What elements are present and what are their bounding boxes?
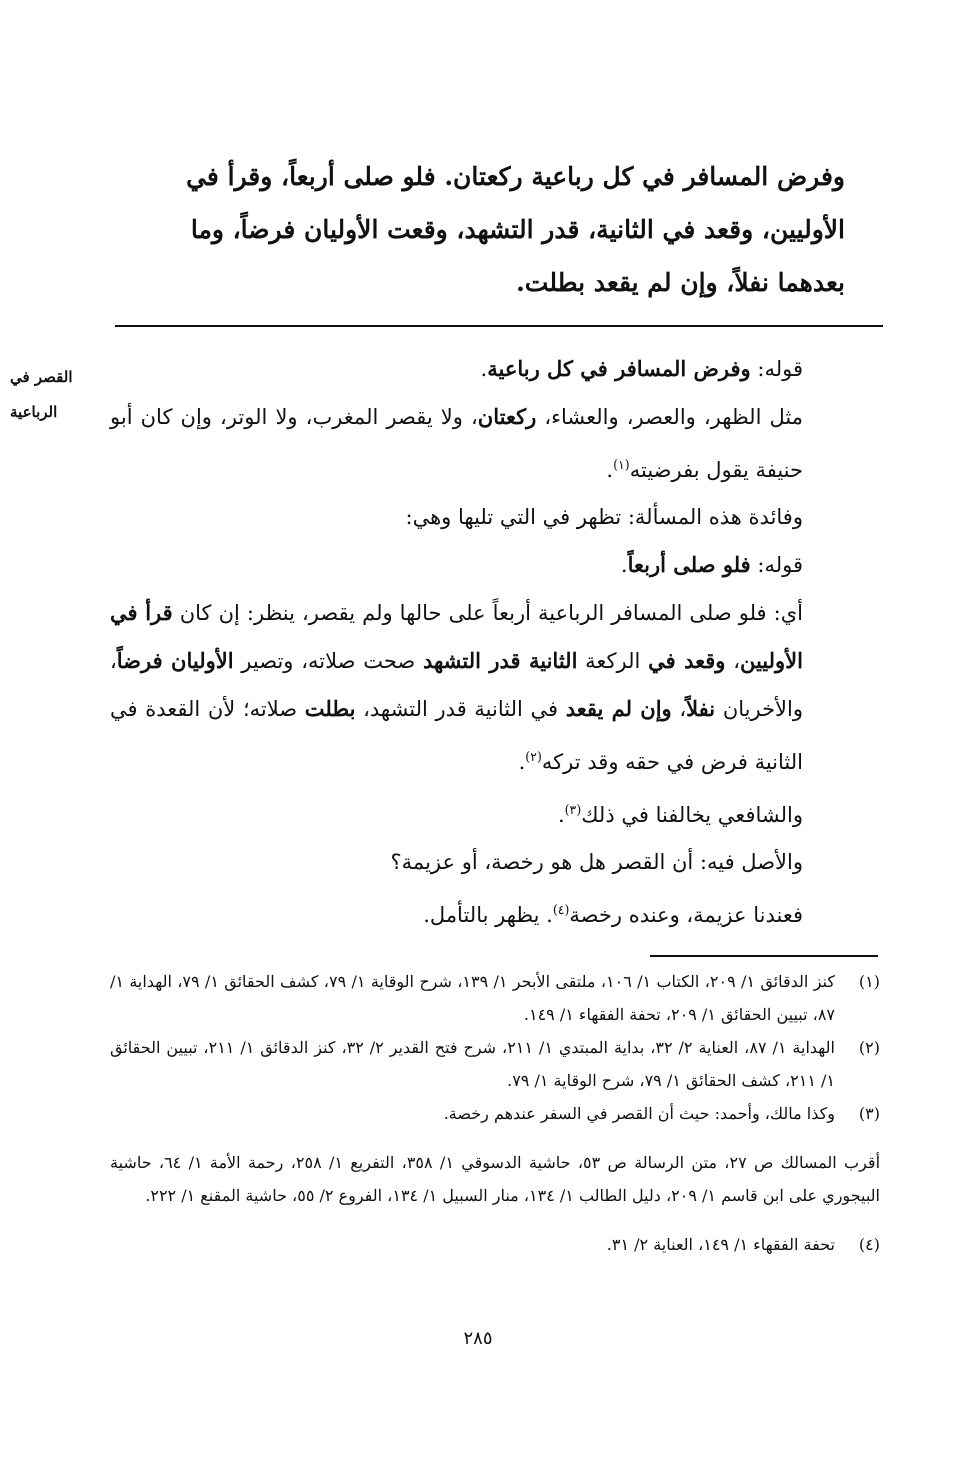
footnote-text: وكذا مالك، وأحمد: حيث أن القصر في السفر عندهم رخصة. <box>443 1104 835 1123</box>
footnotes <box>110 965 880 1261</box>
footnote <box>110 1097 880 1130</box>
footnote <box>110 1031 880 1097</box>
footnote-number: (٢) <box>858 1038 880 1057</box>
margin-heading-line: القصر في <box>10 368 73 386</box>
footnote-number: (٣) <box>858 1104 880 1123</box>
footnote-divider <box>650 955 878 957</box>
footnote-ref: (٢) <box>525 749 542 764</box>
footnote-ref: (١) <box>613 457 630 472</box>
footnote <box>110 965 880 1031</box>
commentary-paragraph <box>110 393 845 494</box>
text: أي: فلو صلى المسافر الرباعية أربعاً على حالها ولم يقصر، ينظر: إن كان <box>172 601 803 625</box>
quoted-text: الأوليان فرضاً <box>116 648 234 673</box>
text: . <box>480 357 488 381</box>
text: والشافعي يخالفنا في ذلك <box>581 803 803 827</box>
commentary-block <box>110 345 845 939</box>
margin-heading <box>10 360 100 430</box>
text: مثل الظهر، والعصر، والعشاء، <box>536 405 803 429</box>
main-text-block <box>110 150 845 309</box>
text: . <box>620 553 628 577</box>
quoted-text: وإن لم يقعد <box>565 696 672 721</box>
main-text-line: وفرض المسافر في كل رباعية ركعتان. فلو صلى أربعاً، وقرأ في <box>186 162 845 191</box>
main-text-line: الأولیین، وقعد في الثانية، قدر التشهد، وقعت الأوليان فرضاً، وما <box>190 215 845 244</box>
text: فعندنا عزيمة، وعنده رخصة <box>569 903 803 927</box>
main-text-divider <box>115 325 883 327</box>
margin-heading-line: الرباعية <box>10 403 58 421</box>
text: قوله: <box>750 553 803 577</box>
quoted-text: وقعد في <box>648 648 726 673</box>
quoted-text: نفلاً <box>686 696 716 721</box>
text: . يظهر بالتأمل. <box>423 903 553 927</box>
footnote-number: (٤) <box>858 1235 880 1254</box>
footnote-continuation: أقرب المسالك ص ٢٧، متن الرسالة ص ٥٣، حاشية الدسوقي ١/ ٣٥٨، التفريع ١/ ٢٥٨، رحمة الأمة ١/ ٦٤، حاشية البيجوري على ابن قاسم ١/ ٢٠٩، دليل الطالب ١/ ١٣٤، منار السبيل ١/ ١٣٤، الفروع ٢/ ٥٥، حاشية المقنع ١/ ٢٢٢. <box>110 1153 881 1205</box>
footnote-text: كنز الدقائق ١/ ٢٠٩، الكتاب ١/ ١٠٦، ملتقى الأبحر ١/ ١٣٩، شرح الوقاية ١/ ٧٩، كشف الحقائق ١/ ٧٩، الهداية ١/ ٨٧، تبيين الحقائق ١/ ٢٠٩، تحفة الفقهاء ١/ ١٤٩. <box>110 972 835 1024</box>
commentary-paragraph <box>110 886 845 939</box>
commentary-paragraph <box>110 541 845 589</box>
footnote-ref: (٣) <box>564 802 582 817</box>
text: ، والأخريان <box>110 649 804 721</box>
quoted-text: ركعتان <box>477 404 537 429</box>
text: صلاته؛ لأن القعدة في الثانية فرض في حقه وقد تركه <box>110 697 803 774</box>
text: ، ولا يقصر المغرب، ولا الوتر، وإن كان أبو حنيفة يقول بفرضيته <box>110 405 803 482</box>
footnote-text: الهداية ١/ ٨٧، العناية ٢/ ٣٢، بداية المبتدي ١/ ٢١١، شرح فتح القدير ٢/ ٣٢، كنز الدقائق ١/ ٢١١، تبيين الحقائق ١/ ٢١١، كشف الحقائق ١/ ٧٩، شرح الوقاية ١/ ٧٩. <box>110 1038 836 1090</box>
quoted-text: الثانية قدر التشهد <box>422 648 578 673</box>
commentary-paragraph <box>110 786 845 839</box>
quoted-text: قرأ في الأولیین <box>110 600 803 673</box>
commentary-paragraph: والأصل فيه: أن القصر هل هو رخصة، أو عزيمة؟ <box>390 850 803 874</box>
quoted-text: بطلت <box>304 696 356 721</box>
footnote-ref: (٤) <box>552 902 570 917</box>
footnote-number: (١) <box>858 972 880 991</box>
commentary-paragraph <box>110 345 845 393</box>
footnote-text: تحفة الفقهاء ١/ ١٤٩، العناية ٢/ ٣١. <box>606 1235 835 1254</box>
text: الركعة <box>577 649 649 673</box>
page-number: ٢٨٥ <box>463 1328 493 1349</box>
text: في الثانية قدر التشهد، <box>355 697 566 721</box>
text: . <box>557 803 565 827</box>
main-text-line: بعدهما نفلاً، وإن لم يقعد بطلت. <box>516 268 845 297</box>
commentary-paragraph: وفائدة هذه المسألة: تظهر في التي تليها وهي: <box>405 505 803 529</box>
quoted-text: فلو صلى أربعاً <box>627 552 751 577</box>
footnote <box>110 1228 880 1261</box>
text: صحت صلاته، وتصير <box>233 649 423 673</box>
text: . <box>606 458 614 482</box>
quoted-text: وفرض المسافر في كل رباعية <box>487 356 751 381</box>
text: ، <box>725 649 740 673</box>
text: . <box>518 750 526 774</box>
text: قوله: <box>750 357 803 381</box>
commentary-paragraph <box>110 589 845 786</box>
text: ، <box>671 697 687 721</box>
